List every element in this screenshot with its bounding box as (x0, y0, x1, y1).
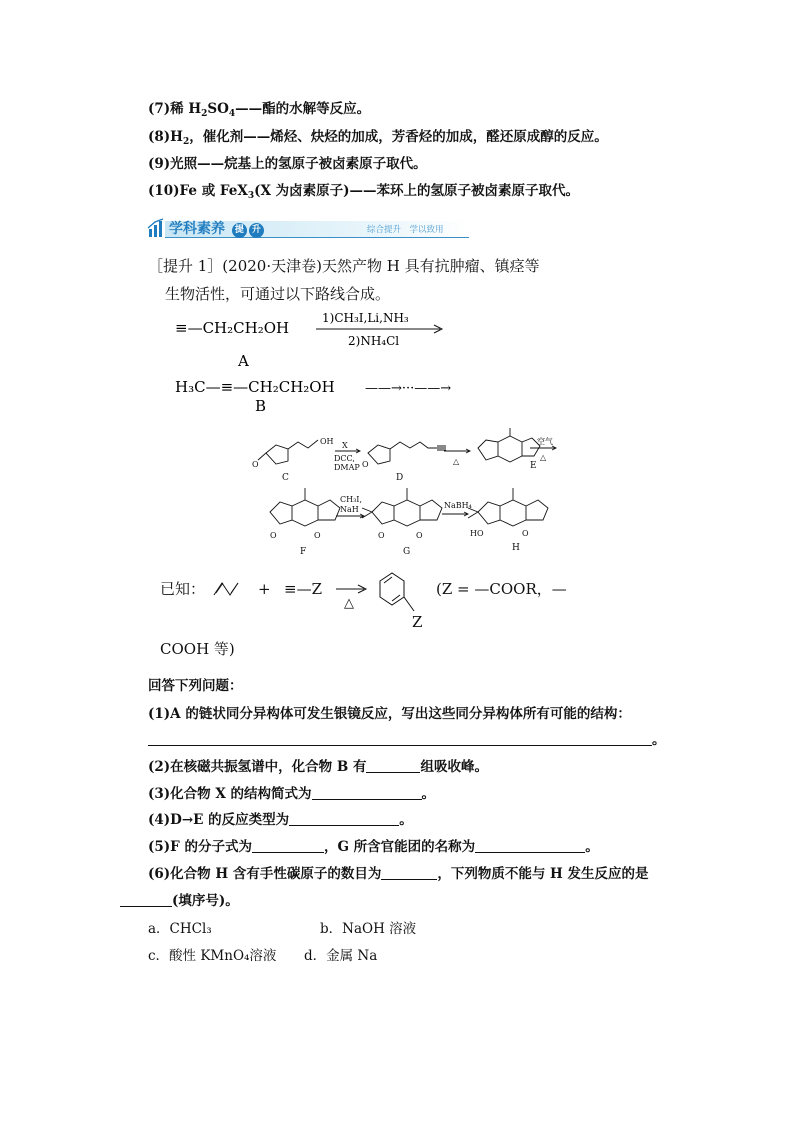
oh-c: OH (320, 437, 334, 446)
item-7-pre: (7)稀 H (148, 101, 202, 117)
condition-2: 2)NH₄Cl (348, 334, 400, 348)
item-8-sub1: 2 (182, 137, 190, 147)
label-b: B (255, 397, 267, 415)
known-heat: △ (344, 596, 354, 611)
banner-badge-1: 提 (232, 223, 247, 238)
item-8 (148, 125, 608, 147)
compound-a: ≡—CH₂CH₂OH (175, 319, 290, 337)
q5-text-c: 。 (585, 839, 599, 855)
diene-structure (214, 583, 238, 595)
section-banner (147, 218, 469, 240)
item-7-sub1: 2 (201, 109, 208, 119)
banner-title (169, 218, 264, 238)
condition-1: 1)CH₃I,Li,NH₃ (322, 311, 409, 325)
q5-text-b: ，G 所含官能团的名称为 (323, 839, 476, 855)
bar-chart-icon (147, 218, 165, 238)
o-g1: O (378, 531, 385, 540)
q6-text-c: (填序号)。 (172, 893, 239, 909)
o-f1: O (270, 531, 277, 540)
cond-nabh4: NaBH₄ (444, 501, 472, 510)
item-7-sub2: 4 (228, 109, 236, 119)
label-f: F (300, 547, 307, 557)
item-8-post: ，催化剂——烯烃、炔烃的加成，芳香烃的加成，醛还原成醇的反应。 (189, 129, 608, 145)
banner-badge-2: 升 (249, 223, 264, 238)
item-10-sub1: 3 (247, 191, 255, 201)
known-prefix: 已知： (160, 580, 206, 598)
structure-g (362, 488, 442, 526)
known-reaction (0, 565, 794, 645)
known-z: Z (412, 613, 423, 631)
structure-h (468, 488, 548, 526)
label-a: A (238, 352, 249, 370)
q4-text-a: (4)D→E 的反应类型为 (148, 812, 290, 828)
q6-text-b: ，下列物质不能与 H 发生反应的是 (437, 866, 649, 882)
o-f2: O (314, 531, 321, 540)
item-9: (9)光照——烷基上的氢原子被卤素原子取代。 (148, 156, 427, 172)
item-8-pre: (8)H (148, 129, 183, 145)
structure-c (258, 440, 318, 464)
structure-f (270, 488, 340, 526)
arrow-continuation: ——→···——→ (365, 381, 452, 396)
known-plus: + (258, 580, 271, 598)
cond-heat-2: △ (540, 453, 547, 462)
o-c: O (252, 460, 259, 469)
question-1-answer (148, 728, 666, 748)
cond-heat-1: △ (453, 457, 460, 466)
scheme-a-to-b (0, 300, 794, 420)
answer-blank-5a[interactable] (252, 840, 324, 853)
item-10 (148, 179, 579, 201)
question-4 (148, 808, 413, 828)
q1-end: 。 (652, 732, 666, 748)
questions-intro: 回答下列问题： (148, 678, 243, 694)
cond-dmap: DMAP (334, 463, 360, 472)
problem-line-2: 生物活性，可通过以下路线合成。 (165, 285, 391, 303)
structure-e (478, 428, 540, 462)
cond-dcc: DCC, (334, 454, 355, 463)
synthesis-scheme (0, 420, 794, 560)
question-6-cont (120, 889, 239, 909)
question-5 (148, 835, 599, 855)
label-h: H (512, 543, 520, 553)
known-alkyne: ≡—Z (284, 580, 322, 598)
answer-blank-2[interactable] (366, 760, 420, 773)
label-e: E (530, 461, 537, 471)
problem-line-1: ［提升 1］(2020·天津卷)天然产物 H 具有抗肿瘤、镇痉等 (148, 257, 540, 275)
label-d: D (396, 473, 404, 483)
cond-ch3i: CH₃I, (340, 495, 363, 504)
cond-x: X (342, 441, 348, 450)
answer-blank-6a[interactable] (381, 867, 437, 880)
question-1: (1)A 的链状同分异构体可发生银镜反应，写出这些同分异构体所有可能的结构： (148, 706, 631, 722)
q2-text-b: 组吸收峰。 (420, 759, 488, 775)
answer-blank-3[interactable] (312, 787, 422, 800)
item-10-pre: (10)Fe 或 FeX (148, 183, 248, 199)
question-3 (148, 782, 435, 802)
option-a: a．CHCl₃ (148, 921, 212, 937)
q2-text-a: (2)在核磁共振氢谱中，化合物 B 有 (148, 759, 367, 775)
o-g2: O (416, 531, 423, 540)
answer-blank-4[interactable] (289, 813, 399, 826)
structure-d (368, 442, 446, 464)
known-note: (Z = —COOR，— (436, 580, 567, 598)
q5-text-a: (5)F 的分子式为 (148, 839, 252, 855)
label-c: C (282, 473, 289, 483)
ho-h: HO (470, 529, 484, 538)
o-d: O (362, 460, 369, 469)
question-2 (148, 755, 488, 775)
answer-blank-1[interactable] (148, 733, 652, 746)
option-b: b．NaOH 溶液 (320, 921, 417, 937)
question-6 (148, 862, 648, 882)
q3-text-a: (3)化合物 X 的结构简式为 (148, 786, 312, 802)
q3-text-b: 。 (421, 786, 436, 802)
q4-text-b: 。 (399, 812, 413, 828)
banner-title-text: 学科素养 (169, 221, 225, 237)
answer-blank-6b[interactable] (120, 894, 172, 907)
compound-b: H₃C—≡—CH₂CH₂OH (175, 378, 335, 396)
item-7 (148, 97, 370, 119)
option-c: c．酸性 KMnO₄溶液 (148, 948, 277, 964)
item-7-post: ——酯的水解等反应。 (235, 101, 371, 117)
cyclohexadiene-structure (380, 573, 404, 605)
option-d: d．金属 Na (304, 948, 378, 964)
known-note-2: COOH 等) (160, 640, 235, 658)
cond-air: 空气 (537, 437, 553, 446)
answer-blank-5b[interactable] (475, 840, 585, 853)
label-g: G (403, 547, 411, 557)
item-10-post: (X 为卤素原子)——苯环上的氢原子被卤素原子取代。 (254, 183, 580, 199)
item-7-mid: SO (207, 101, 229, 117)
q6-text-a: (6)化合物 H 含有手性碳原子的数目为 (148, 866, 382, 882)
banner-subtitle: 综合提升 学以致用 (367, 225, 444, 235)
o-h: O (522, 529, 529, 538)
cond-nah: NaH (340, 505, 359, 514)
